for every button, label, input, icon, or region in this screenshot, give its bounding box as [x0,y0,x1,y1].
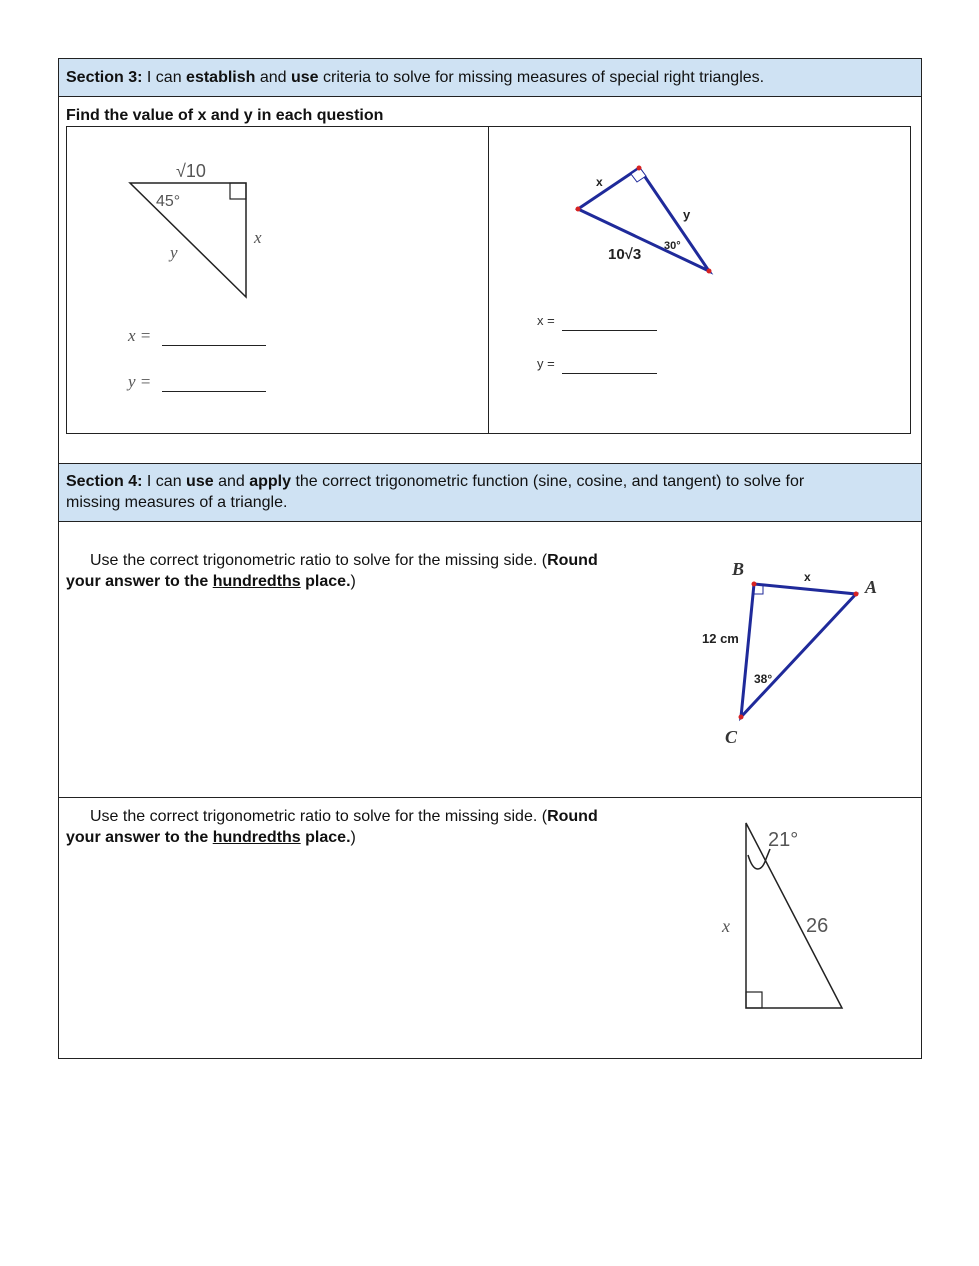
problem1-answer-x-blank[interactable] [162,345,266,346]
problem3-side-x: x [804,570,811,584]
section3-title: Section 3: I can establish and use criteria to solve for missing measures of special right triangles. [66,69,765,86]
problem1-answer-y-blank[interactable] [162,391,266,392]
problem2-hyp-label: 10√3 [608,246,642,263]
section4-title-line2: missing measures of a triangle. [66,494,288,511]
problem3-triangle [696,555,896,750]
problem4-side-x: x [722,916,730,936]
problem4-hyp-label: 26 [806,915,829,937]
problem4-triangle [710,815,860,1015]
problem3-prompt-line2: your answer to the hundredths place.) [66,573,356,590]
problem4-prompt-line2: your answer to the hundredths place.) [66,829,356,846]
problem1-side-x: x [254,228,262,247]
problem2-answer-x-blank[interactable] [562,330,657,331]
problem2-answer-y-blank[interactable] [562,373,657,374]
problem3-angle-c: 38° [754,672,773,686]
problem3-vertex-b: B [732,559,745,579]
problem1-angle-label: 45° [156,193,181,210]
section4-title: Section 4: I can use and apply the correct trigonometric function (sine, cosine, and tangent) to solve for [66,473,805,490]
section3-instruction: Find the value of x and y in each question [66,107,384,124]
problem1-triangle [120,150,280,310]
problem1-side-y: y [170,243,178,262]
problem4-prompt: Use the correct trigonometric ratio to solve for the missing side. (Round [90,808,598,825]
problem1-answer-x: x = [128,326,266,346]
problem3-vertex-c: C [725,727,738,747]
problem3-prompt: Use the correct trigonometric ratio to solve for the missing side. (Round [90,552,598,569]
problem2-angle-label: 30° [664,240,681,252]
problem2-triangle [560,158,730,288]
problem1-answer-y: y = [128,372,266,392]
problem3-side-bc: 12 cm [702,631,739,646]
problem2-answer-x: x = [537,311,657,331]
problem1-hyp-label: √10 [176,161,206,181]
problem2-side-x: x [596,175,603,189]
problem3-vertex-a: A [865,577,878,597]
problem2-side-y: y [683,207,691,222]
problem2-answer-y: y = [537,354,657,374]
problem4-angle-label: 21° [768,829,799,851]
